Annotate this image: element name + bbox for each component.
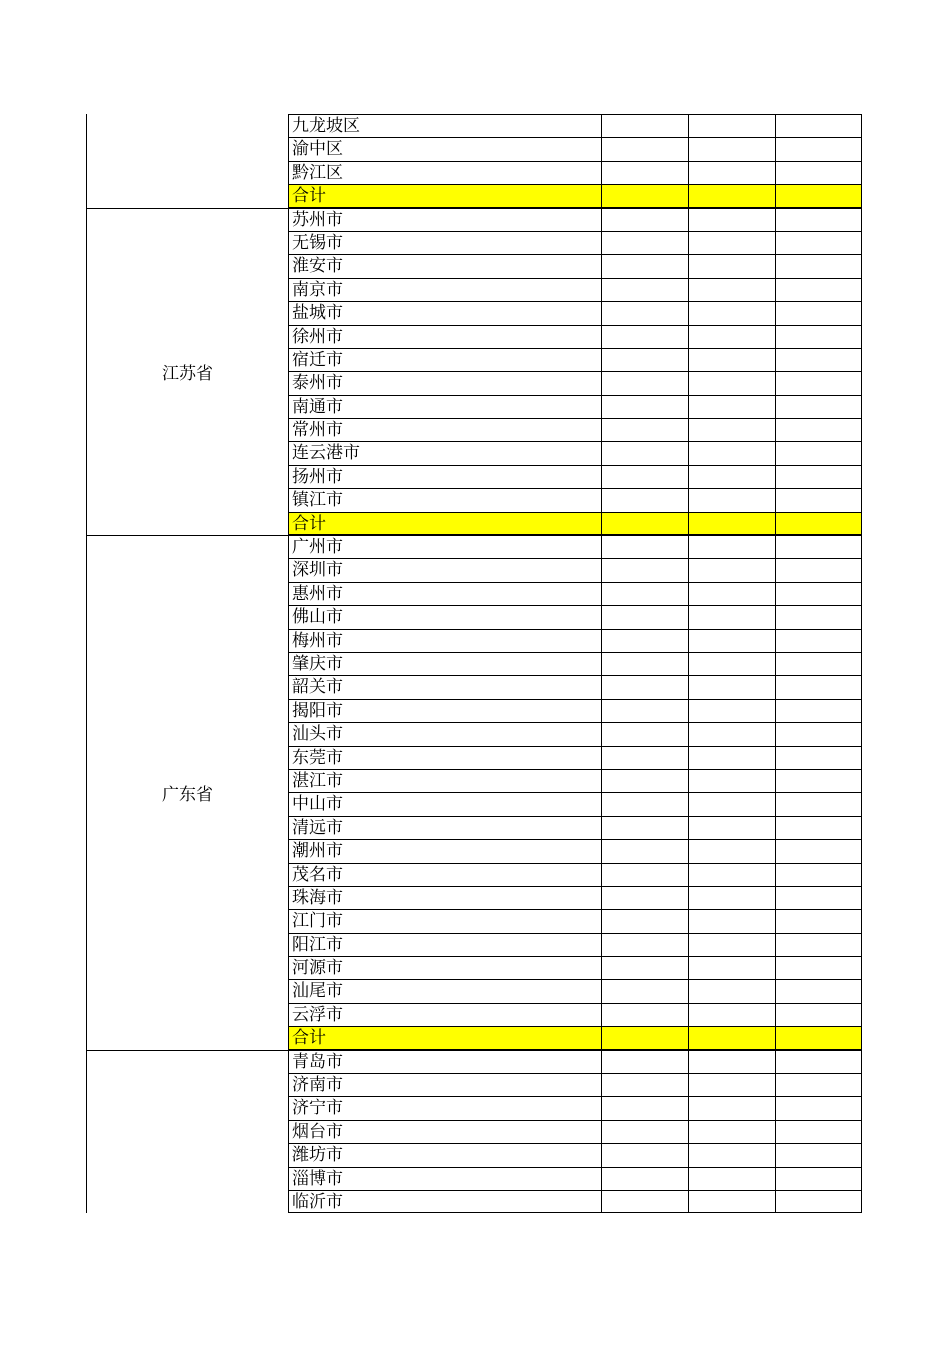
value-cell-1[interactable] xyxy=(601,442,688,464)
city-name-cell[interactable]: 潮州市 xyxy=(288,840,601,862)
city-name-cell[interactable]: 宿迁市 xyxy=(288,349,601,371)
value-cell-3[interactable] xyxy=(775,1191,862,1212)
value-cell-3[interactable] xyxy=(775,559,862,581)
table-row xyxy=(288,629,862,652)
value-cell-2[interactable] xyxy=(688,162,775,184)
table-row xyxy=(288,441,862,464)
province-cell[interactable]: 江苏省 xyxy=(86,208,288,535)
city-name-cell[interactable]: 镇江市 xyxy=(288,489,601,511)
value-cell-3[interactable] xyxy=(775,1144,862,1166)
table-row xyxy=(288,746,862,769)
table-row xyxy=(288,535,862,558)
table-row xyxy=(288,652,862,675)
table-row xyxy=(288,933,862,956)
table-row xyxy=(288,582,862,605)
city-name-cell[interactable]: 揭阳市 xyxy=(288,700,601,722)
value-cell-1[interactable] xyxy=(601,1144,688,1166)
value-cell-1[interactable] xyxy=(601,980,688,1002)
city-name-cell[interactable]: 肇庆市 xyxy=(288,653,601,675)
total-row xyxy=(288,512,862,535)
table-row xyxy=(288,839,862,862)
value-cell-3[interactable] xyxy=(775,372,862,394)
city-name-cell[interactable]: 南京市 xyxy=(288,279,601,301)
value-cell-1[interactable] xyxy=(601,372,688,394)
value-cell-1[interactable] xyxy=(601,1004,688,1026)
value-cell-3[interactable] xyxy=(775,723,862,745)
value-cell-1[interactable] xyxy=(601,185,688,206)
value-cell-1[interactable] xyxy=(601,209,688,231)
value-cell-2[interactable] xyxy=(688,1168,775,1190)
value-cell-3[interactable] xyxy=(775,910,862,932)
value-cell-3[interactable] xyxy=(775,957,862,979)
city-name-cell[interactable]: 济宁市 xyxy=(288,1097,601,1119)
value-cell-1[interactable] xyxy=(601,1074,688,1096)
table-row xyxy=(288,1073,862,1096)
value-cell-1[interactable] xyxy=(601,513,688,534)
city-name-cell[interactable]: 东莞市 xyxy=(288,747,601,769)
table-row xyxy=(288,488,862,511)
table-row xyxy=(288,1190,862,1213)
value-cell-3[interactable] xyxy=(775,232,862,254)
value-cell-2[interactable] xyxy=(688,419,775,441)
city-name-cell[interactable]: 汕尾市 xyxy=(288,980,601,1002)
value-cell-1[interactable] xyxy=(601,302,688,324)
value-cell-1[interactable] xyxy=(601,793,688,815)
value-cell-2[interactable] xyxy=(688,279,775,301)
value-cell-1[interactable] xyxy=(601,653,688,675)
city-name-cell[interactable]: 云浮市 xyxy=(288,1004,601,1026)
city-name-cell[interactable]: 江门市 xyxy=(288,910,601,932)
value-cell-1[interactable] xyxy=(601,1051,688,1073)
value-cell-1[interactable] xyxy=(601,747,688,769)
value-cell-2[interactable] xyxy=(688,349,775,371)
table-row xyxy=(288,816,862,839)
table-row xyxy=(288,722,862,745)
city-name-cell[interactable]: 九龙坡区 xyxy=(288,115,601,137)
table-row xyxy=(288,465,862,488)
value-cell-3[interactable] xyxy=(775,676,862,698)
spreadsheet-table xyxy=(86,114,862,1213)
city-rows xyxy=(288,208,862,535)
value-cell-1[interactable] xyxy=(601,349,688,371)
value-cell-3[interactable] xyxy=(775,138,862,160)
city-name-cell[interactable]: 淄博市 xyxy=(288,1168,601,1190)
city-name-cell[interactable]: 韶关市 xyxy=(288,676,601,698)
value-cell-3[interactable] xyxy=(775,630,862,652)
value-cell-3[interactable] xyxy=(775,1027,862,1048)
value-cell-2[interactable] xyxy=(688,934,775,956)
value-cell-2[interactable] xyxy=(688,1051,775,1073)
city-name-cell[interactable]: 济南市 xyxy=(288,1074,601,1096)
value-cell-1[interactable] xyxy=(601,700,688,722)
value-cell-2[interactable] xyxy=(688,466,775,488)
value-cell-2[interactable] xyxy=(688,536,775,558)
city-name-cell[interactable]: 苏州市 xyxy=(288,209,601,231)
value-cell-1[interactable] xyxy=(601,279,688,301)
table-row xyxy=(288,348,862,371)
city-name-cell[interactable]: 茂名市 xyxy=(288,864,601,886)
total-row xyxy=(288,1026,862,1049)
value-cell-1[interactable] xyxy=(601,934,688,956)
value-cell-1[interactable] xyxy=(601,887,688,909)
value-cell-2[interactable] xyxy=(688,653,775,675)
province-cell[interactable] xyxy=(86,114,288,208)
value-cell-2[interactable] xyxy=(688,559,775,581)
value-cell-2[interactable] xyxy=(688,630,775,652)
total-row xyxy=(288,184,862,207)
value-cell-2[interactable] xyxy=(688,302,775,324)
value-cell-1[interactable] xyxy=(601,723,688,745)
city-name-cell[interactable]: 惠州市 xyxy=(288,583,601,605)
value-cell-3[interactable] xyxy=(775,1004,862,1026)
value-cell-3[interactable] xyxy=(775,770,862,792)
value-cell-2[interactable] xyxy=(688,1144,775,1166)
value-cell-2[interactable] xyxy=(688,910,775,932)
table-row xyxy=(288,1143,862,1166)
value-cell-2[interactable] xyxy=(688,185,775,206)
table-row xyxy=(288,699,862,722)
value-cell-3[interactable] xyxy=(775,185,862,206)
value-cell-1[interactable] xyxy=(601,232,688,254)
value-cell-2[interactable] xyxy=(688,255,775,277)
value-cell-3[interactable] xyxy=(775,326,862,348)
table-row xyxy=(288,1003,862,1026)
city-rows xyxy=(288,1050,862,1214)
value-cell-3[interactable] xyxy=(775,513,862,534)
value-cell-3[interactable] xyxy=(775,466,862,488)
value-cell-2[interactable] xyxy=(688,864,775,886)
value-cell-3[interactable] xyxy=(775,536,862,558)
value-cell-2[interactable] xyxy=(688,489,775,511)
table-row xyxy=(288,1050,862,1073)
value-cell-1[interactable] xyxy=(601,864,688,886)
city-name-cell[interactable]: 潍坊市 xyxy=(288,1144,601,1166)
value-cell-3[interactable] xyxy=(775,489,862,511)
value-cell-2[interactable] xyxy=(688,1191,775,1212)
province-cell[interactable] xyxy=(86,1050,288,1214)
value-cell-2[interactable] xyxy=(688,115,775,137)
city-name-cell[interactable]: 深圳市 xyxy=(288,559,601,581)
value-cell-2[interactable] xyxy=(688,606,775,628)
city-name-cell[interactable]: 广州市 xyxy=(288,536,601,558)
total-label-cell[interactable]: 合计 xyxy=(288,513,601,534)
value-cell-1[interactable] xyxy=(601,910,688,932)
table-row xyxy=(288,1096,862,1119)
table-row xyxy=(288,371,862,394)
value-cell-1[interactable] xyxy=(601,1027,688,1048)
city-name-cell[interactable]: 烟台市 xyxy=(288,1121,601,1143)
value-cell-3[interactable] xyxy=(775,653,862,675)
province-group xyxy=(86,208,862,535)
value-cell-3[interactable] xyxy=(775,747,862,769)
value-cell-1[interactable] xyxy=(601,817,688,839)
table-row xyxy=(288,769,862,792)
value-cell-3[interactable] xyxy=(775,442,862,464)
table-row xyxy=(288,886,862,909)
value-cell-1[interactable] xyxy=(601,326,688,348)
value-cell-2[interactable] xyxy=(688,817,775,839)
value-cell-1[interactable] xyxy=(601,630,688,652)
table-row xyxy=(288,161,862,184)
total-label-cell[interactable]: 合计 xyxy=(288,1027,601,1048)
value-cell-2[interactable] xyxy=(688,840,775,862)
city-name-cell[interactable]: 泰州市 xyxy=(288,372,601,394)
value-cell-1[interactable] xyxy=(601,770,688,792)
value-cell-1[interactable] xyxy=(601,255,688,277)
city-name-cell[interactable]: 扬州市 xyxy=(288,466,601,488)
value-cell-2[interactable] xyxy=(688,1027,775,1048)
value-cell-3[interactable] xyxy=(775,887,862,909)
value-cell-3[interactable] xyxy=(775,864,862,886)
value-cell-2[interactable] xyxy=(688,1121,775,1143)
city-name-cell[interactable]: 南通市 xyxy=(288,396,601,418)
province-cell[interactable]: 广东省 xyxy=(86,535,288,1050)
table-row xyxy=(288,418,862,441)
value-cell-3[interactable] xyxy=(775,1097,862,1119)
value-cell-1[interactable] xyxy=(601,1168,688,1190)
table-row xyxy=(288,231,862,254)
table-row xyxy=(288,863,862,886)
value-cell-3[interactable] xyxy=(775,302,862,324)
city-name-cell[interactable]: 河源市 xyxy=(288,957,601,979)
value-cell-3[interactable] xyxy=(775,1168,862,1190)
city-name-cell[interactable]: 阳江市 xyxy=(288,934,601,956)
city-name-cell[interactable]: 汕头市 xyxy=(288,723,601,745)
table-row xyxy=(288,325,862,348)
value-cell-1[interactable] xyxy=(601,1121,688,1143)
value-cell-3[interactable] xyxy=(775,209,862,231)
table-row xyxy=(288,909,862,932)
table-row xyxy=(288,395,862,418)
city-name-cell[interactable]: 佛山市 xyxy=(288,606,601,628)
city-name-cell[interactable]: 湛江市 xyxy=(288,770,601,792)
value-cell-2[interactable] xyxy=(688,583,775,605)
value-cell-3[interactable] xyxy=(775,840,862,862)
table-row xyxy=(288,208,862,231)
province-group xyxy=(86,1050,862,1214)
value-cell-1[interactable] xyxy=(601,162,688,184)
city-name-cell[interactable]: 清远市 xyxy=(288,817,601,839)
value-cell-2[interactable] xyxy=(688,1097,775,1119)
city-name-cell[interactable]: 淮安市 xyxy=(288,255,601,277)
value-cell-2[interactable] xyxy=(688,723,775,745)
table-row xyxy=(288,254,862,277)
value-cell-3[interactable] xyxy=(775,1121,862,1143)
value-cell-1[interactable] xyxy=(601,396,688,418)
value-cell-1[interactable] xyxy=(601,115,688,137)
value-cell-2[interactable] xyxy=(688,700,775,722)
value-cell-1[interactable] xyxy=(601,466,688,488)
table-row xyxy=(288,278,862,301)
total-label-cell[interactable]: 合计 xyxy=(288,185,601,206)
province-group xyxy=(86,114,862,208)
value-cell-2[interactable] xyxy=(688,442,775,464)
value-cell-2[interactable] xyxy=(688,209,775,231)
value-cell-2[interactable] xyxy=(688,396,775,418)
province-group xyxy=(86,535,862,1050)
value-cell-2[interactable] xyxy=(688,676,775,698)
city-name-cell[interactable]: 青岛市 xyxy=(288,1051,601,1073)
table-row xyxy=(288,792,862,815)
value-cell-3[interactable] xyxy=(775,1074,862,1096)
value-cell-2[interactable] xyxy=(688,887,775,909)
value-cell-3[interactable] xyxy=(775,980,862,1002)
city-name-cell[interactable]: 渝中区 xyxy=(288,138,601,160)
table-row xyxy=(288,1167,862,1190)
value-cell-3[interactable] xyxy=(775,419,862,441)
value-cell-3[interactable] xyxy=(775,162,862,184)
city-name-cell[interactable]: 无锡市 xyxy=(288,232,601,254)
value-cell-2[interactable] xyxy=(688,793,775,815)
city-name-cell[interactable]: 连云港市 xyxy=(288,442,601,464)
table-row xyxy=(288,605,862,628)
value-cell-1[interactable] xyxy=(601,536,688,558)
value-cell-2[interactable] xyxy=(688,980,775,1002)
city-rows xyxy=(288,114,862,208)
table-row xyxy=(288,675,862,698)
value-cell-2[interactable] xyxy=(688,770,775,792)
value-cell-3[interactable] xyxy=(775,817,862,839)
value-cell-1[interactable] xyxy=(601,676,688,698)
value-cell-2[interactable] xyxy=(688,513,775,534)
city-name-cell[interactable]: 梅州市 xyxy=(288,630,601,652)
city-name-cell[interactable]: 黔江区 xyxy=(288,162,601,184)
value-cell-3[interactable] xyxy=(775,115,862,137)
city-rows xyxy=(288,535,862,1050)
value-cell-1[interactable] xyxy=(601,606,688,628)
table-row xyxy=(288,301,862,324)
value-cell-1[interactable] xyxy=(601,419,688,441)
value-cell-3[interactable] xyxy=(775,793,862,815)
city-name-cell[interactable]: 常州市 xyxy=(288,419,601,441)
value-cell-3[interactable] xyxy=(775,349,862,371)
value-cell-1[interactable] xyxy=(601,957,688,979)
value-cell-2[interactable] xyxy=(688,326,775,348)
value-cell-3[interactable] xyxy=(775,606,862,628)
value-cell-1[interactable] xyxy=(601,840,688,862)
table-row xyxy=(288,137,862,160)
table-row xyxy=(288,1120,862,1143)
city-name-cell[interactable]: 临沂市 xyxy=(288,1191,601,1212)
value-cell-1[interactable] xyxy=(601,1097,688,1119)
table-row xyxy=(288,114,862,137)
value-cell-3[interactable] xyxy=(775,700,862,722)
table-row xyxy=(288,956,862,979)
table-row xyxy=(288,979,862,1002)
value-cell-2[interactable] xyxy=(688,957,775,979)
value-cell-2[interactable] xyxy=(688,1004,775,1026)
value-cell-1[interactable] xyxy=(601,559,688,581)
city-name-cell[interactable]: 徐州市 xyxy=(288,326,601,348)
value-cell-3[interactable] xyxy=(775,583,862,605)
value-cell-2[interactable] xyxy=(688,232,775,254)
value-cell-1[interactable] xyxy=(601,1191,688,1212)
city-name-cell[interactable]: 珠海市 xyxy=(288,887,601,909)
value-cell-3[interactable] xyxy=(775,396,862,418)
value-cell-2[interactable] xyxy=(688,747,775,769)
value-cell-3[interactable] xyxy=(775,1051,862,1073)
value-cell-1[interactable] xyxy=(601,583,688,605)
value-cell-2[interactable] xyxy=(688,1074,775,1096)
table-row xyxy=(288,558,862,581)
value-cell-3[interactable] xyxy=(775,279,862,301)
city-name-cell[interactable]: 中山市 xyxy=(288,793,601,815)
value-cell-3[interactable] xyxy=(775,934,862,956)
value-cell-1[interactable] xyxy=(601,489,688,511)
value-cell-2[interactable] xyxy=(688,138,775,160)
value-cell-1[interactable] xyxy=(601,138,688,160)
value-cell-2[interactable] xyxy=(688,372,775,394)
city-name-cell[interactable]: 盐城市 xyxy=(288,302,601,324)
value-cell-3[interactable] xyxy=(775,255,862,277)
